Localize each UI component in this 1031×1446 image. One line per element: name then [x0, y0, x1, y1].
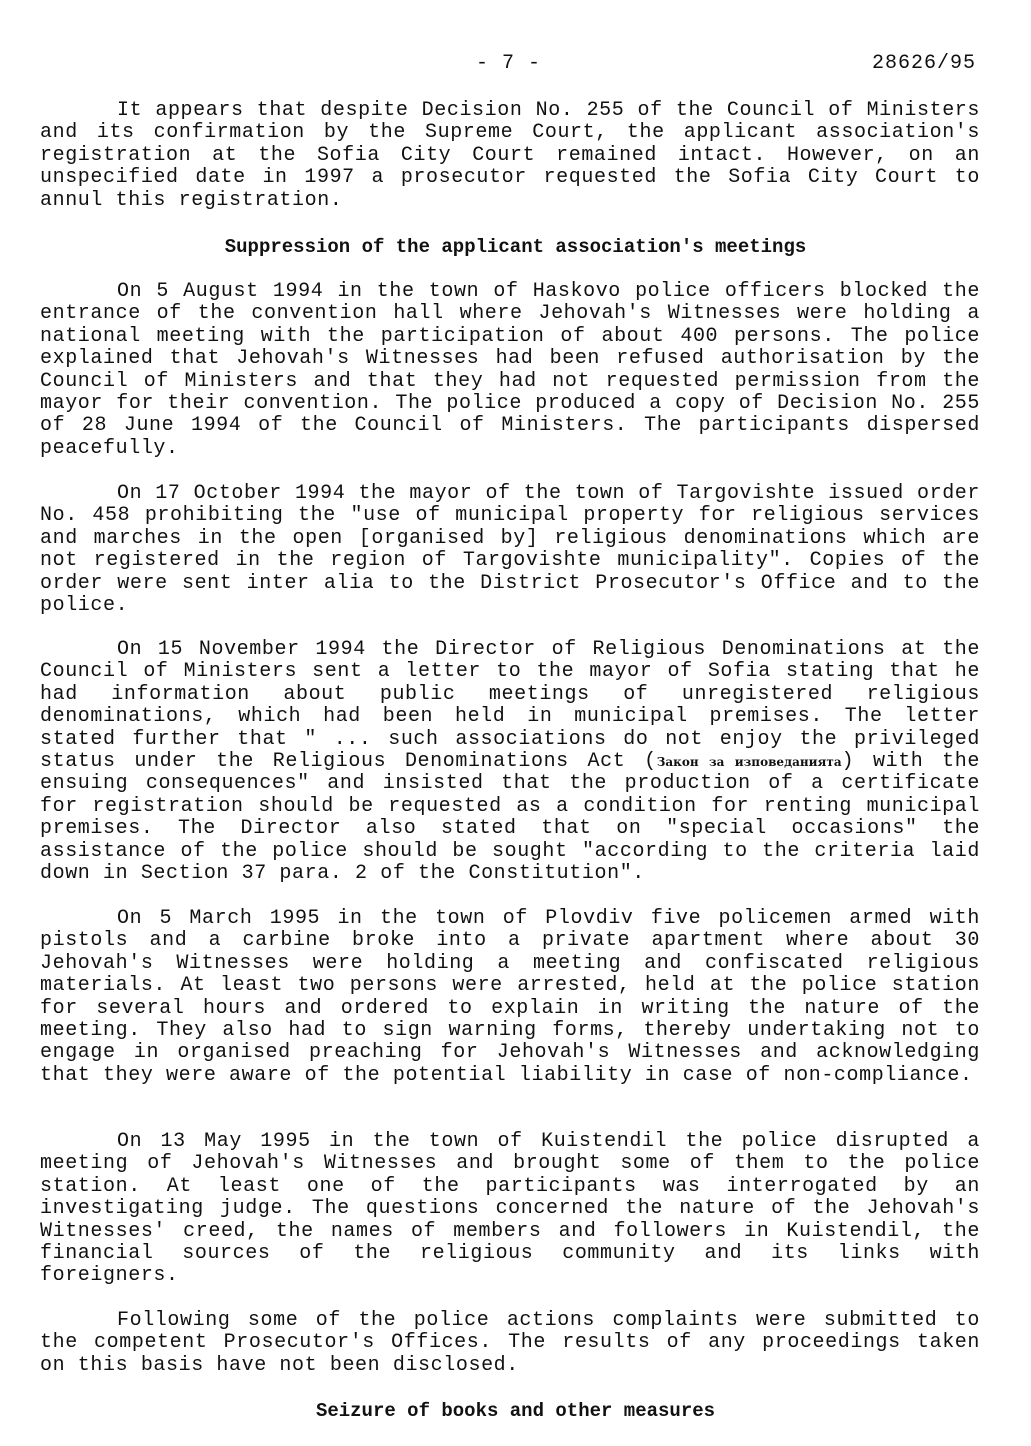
paragraph-targovishte: On 17 October 1994 the mayor of the town of Targovishte issued order No. 458 prohibiting the "use of municipal property for religious services and marches in the open [organised by] religious denominations which are not registered in the region of Targovishte municipality". Copies of the order were sent inter alia to the District Prosecutor's Office and to the police.: [40, 482, 980, 618]
paragraph-kuistendil: On 13 May 1995 in the town of Kuistendil the police disrupted a meeting of Jehovah's Witnesses and brought some of them to the police station. At least one of the participants was interrogated by an investigating judge. The questions concerned the nature of the Jehovah's Witnesses' creed, the names of members and followers in Kuistendil, the financial sources of the religious community and its links with foreigners.: [40, 1130, 980, 1288]
paragraph-sofia-letter-text-1: On 15 November 1994 the Director of Religious Denominations at the Council of Ministers sent a letter to the mayor of Sofia stating that he had information about public meetings of unregistered religious denominations, which had been held in municipal premises. The letter stated further that " ... such associations do not enjoy the privileged status under the Religious Denominations Act (: [40, 638, 980, 774]
paragraph-sofia-letter-text-2: ) with the ensuing consequences" and insisted that the production of a certificate for registration should be requested as a condition for renting municipal premises. The Director also stated that on "special occasions" the assistance of the police should be sought "according to the criteria laid down in Section 37 para. 2 of the Constitution".: [40, 750, 980, 886]
paragraph-plovdiv: On 5 March 1995 in the town of Plovdiv five policemen armed with pistols and a carbine broke into a private apartment where about 30 Jehovah's Witnesses were holding a meeting and confiscated religious materials. At least two persons were arrested, held at the police station for several hours and ordered to explain in writing the nature of the meeting. They also had to sign warning forms, thereby undertaking not to engage in organised preaching for Jehovah's Witnesses and acknowledging that they were aware of the potential liability in case of non-compliance.: [40, 907, 980, 1087]
page-number: - 7 -: [476, 52, 542, 75]
paragraph-haskovo: On 5 August 1994 in the town of Haskovo police officers blocked the entrance of the convention hall where Jehovah's Witnesses were holding a national meeting with the participation of about 400 persons. The police explained that Jehovah's Witnesses had been refused authorisation by the Council of Ministers and that they had not requested permission from the mayor for their convention. The police produced a copy of Decision No. 255 of 28 June 1994 of the Council of Ministers. The participants dispersed peacefully.: [40, 280, 980, 460]
paragraph-complaints: Following some of the police actions complaints were submitted to the competent Prosecutor's Offices. The results of any proceedings taken on this basis have not been disclosed.: [40, 1309, 980, 1377]
act-name-cyrillic: Закон за изповеданията: [656, 755, 842, 770]
paragraph-registration: It appears that despite Decision No. 255 of the Council of Ministers and its confirmation by the Supreme Court, the applicant association's registration at the Sofia City Court remained intact. However, on an unspecified date in 1997 a prosecutor requested the Sofia City Court to annul this registration.: [40, 99, 980, 212]
section-heading-seizure: Seizure of books and other measures: [315, 1400, 716, 1422]
paragraph-sofia-letter: [40, 639, 980, 885]
document-reference: 28626/95: [872, 52, 977, 75]
section-heading-suppression: Suppression of the applicant association's meetings: [224, 236, 807, 258]
